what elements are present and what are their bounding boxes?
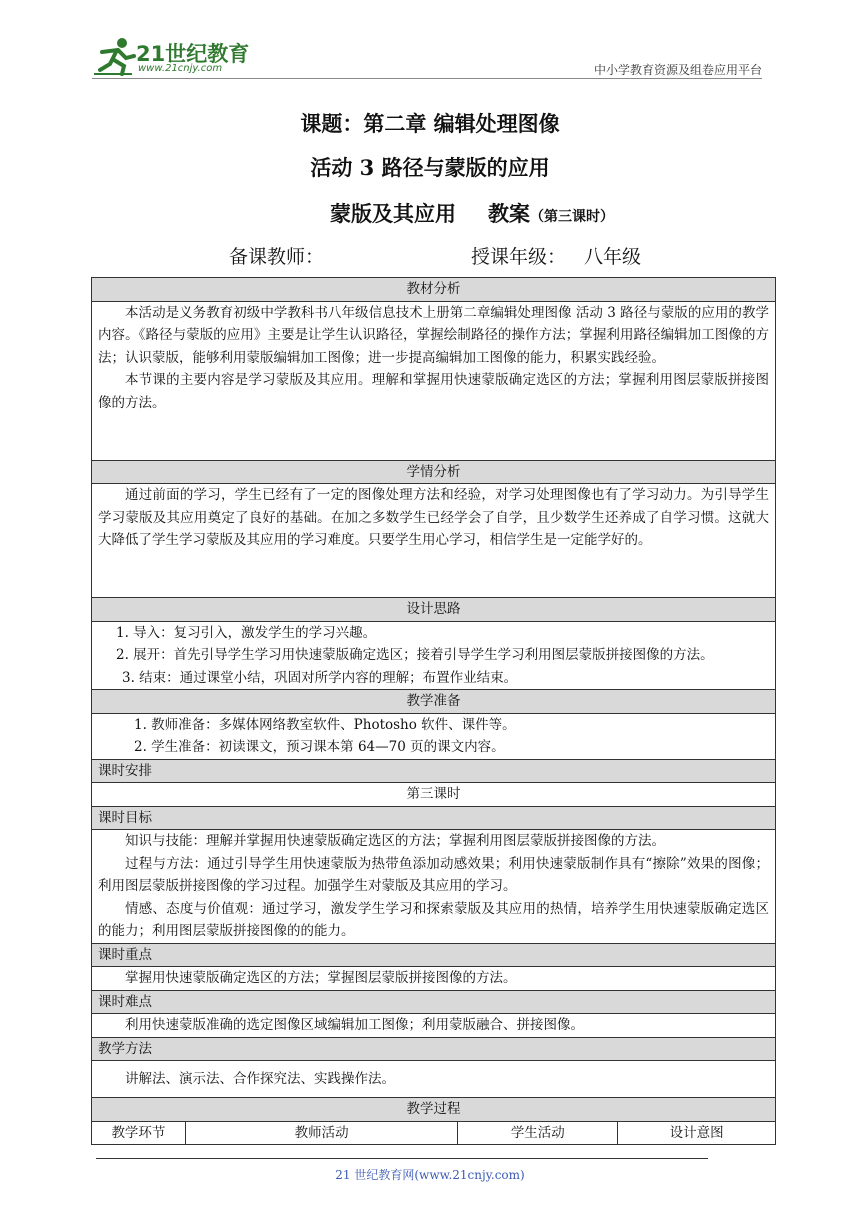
students-heading: 学情分析: [92, 460, 776, 484]
difficulty-heading: 课时难点: [92, 990, 776, 1014]
keypoints-value: 掌握用快速蒙版确定选区的方法；掌握图层蒙版拼接图像的方法。: [125, 970, 517, 986]
footer-text: 21 世纪教育网(www.21cnjy.com): [335, 1168, 525, 1182]
process-heading: 教学过程: [92, 1098, 776, 1122]
header-divider: [92, 78, 762, 79]
grade-value: 八年级: [584, 246, 642, 268]
goals-content: [92, 830, 776, 944]
logo-text: 21世纪教育: [136, 42, 250, 66]
design-item-1: 1. 导入：复习引入，激发学生的学习兴趣。: [116, 624, 377, 641]
difficulty-value: 利用快速蒙版准确的选定图像区域编辑加工图像；利用蒙版融合、拼接图像。: [125, 1017, 584, 1033]
plan-topic: 蒙版及其应用: [330, 201, 456, 226]
plan-label: 教案: [488, 201, 530, 226]
prep-content: [92, 713, 776, 759]
process-col-student: 学生活动: [458, 1121, 618, 1145]
prep-item-2: 2. 学生准备：初读课文，预习课本第 64—70 页的课文内容。: [134, 739, 505, 755]
design-content: [92, 621, 776, 690]
process-col-intent: 设计意图: [618, 1121, 776, 1145]
prep-heading: 教学准备: [92, 690, 776, 714]
material-heading: 教材分析: [92, 278, 776, 302]
logo: [92, 36, 262, 78]
lesson-plan-table: [91, 277, 776, 1145]
method-heading: 教学方法: [92, 1037, 776, 1061]
footer-divider: [96, 1158, 708, 1159]
grade-label: 授课年级：: [471, 246, 567, 268]
platform-name: 中小学教育资源及组卷应用平台: [593, 63, 762, 77]
grade-field: [471, 242, 641, 269]
students-content: [92, 484, 776, 598]
goals-process: 过程与方法：通过引导学生用快速蒙版为热带鱼添加动感效果；利用快速蒙版制作具有“擦除”效果的图像；利用图层蒙版拼接图像的学习过程。加强学生对蒙版及其应用的学习。: [98, 855, 769, 894]
teacher-label: 备课教师：: [229, 246, 325, 268]
keypoints-heading: 课时重点: [92, 943, 776, 967]
process-col-stage: 教学环节: [92, 1121, 186, 1145]
material-paragraph-1: 本活动是义务教育初级中学教科书八年级信息技术上册第二章编辑处理图像 活动 3 路径与蒙版的应用的教学内容。《路径与蒙版的应用》主要是让学生认识路径，掌握绘制路径的操作方法；掌握利用路径编辑加工图像的方法；认识蒙版，能够利用蒙版编辑加工图像；进一步提高编辑加工图像的能力，积累实践经验。: [98, 304, 769, 366]
schedule-heading: 课时安排: [92, 759, 776, 783]
goals-attitude: 情感、态度与价值观：通过学习，激发学生学习和探索蒙版及其应用的热情，培养学生用快速蒙版确定选区的能力；利用图层蒙版拼接图像的的能力。: [98, 900, 769, 939]
logo-url: www.21cnjy.com: [138, 63, 223, 74]
keypoints-content: [92, 967, 776, 991]
process-col-teacher: 教师活动: [185, 1121, 458, 1145]
design-item-2: 2. 展开：首先引导学生学习用快速蒙版确定选区；接着引导学生学习利用图层蒙版拼接图像的方法。: [116, 647, 714, 663]
lesson-title: 课题：第二章 编辑处理图像: [300, 111, 560, 136]
design-heading: 设计思路: [92, 598, 776, 622]
plan-title: [330, 198, 614, 228]
runner-logo-icon: [92, 36, 136, 76]
method-content: [92, 1061, 776, 1098]
method-value: 讲解法、演示法、合作探究法、实践操作法。: [125, 1070, 395, 1087]
students-paragraph: 通过前面的学习，学生已经有了一定的图像处理方法和经验，对学习处理图像也有了学习动力。为引导学生学习蒙版及其应用奠定了良好的基础。在加之多数学生已经学会了自学，且少数学生还养成了自学习惯。这就大大降低了学生学习蒙版及其应用的学习难度。只要学生用心学习，相信学生是一定能学好的。: [98, 487, 769, 548]
material-paragraph-2: 本节课的主要内容是学习蒙版及其应用。理解和掌握用快速蒙版确定选区的方法；掌握利用图层蒙版拼接图像的方法。: [98, 372, 769, 411]
difficulty-content: [92, 1014, 776, 1038]
plan-session-note: （第三课时）: [530, 209, 614, 225]
prep-item-1: 1. 教师准备：多媒体网络教室软件、Photosho 软件、课件等。: [134, 716, 516, 733]
schedule-value: 第三课时: [92, 783, 776, 807]
page-header: [92, 36, 762, 78]
goals-heading: 课时目标: [92, 806, 776, 830]
goals-knowledge: 知识与技能：理解并掌握用快速蒙版确定选区的方法；掌握利用图层蒙版拼接图像的方法。: [125, 833, 665, 849]
design-item-3: 3. 结束：通过课堂小结，巩固对所学内容的理解；布置作业结束。: [122, 669, 518, 686]
activity-title: 活动 3 路径与蒙版的应用: [310, 155, 550, 180]
material-content: [92, 301, 776, 460]
